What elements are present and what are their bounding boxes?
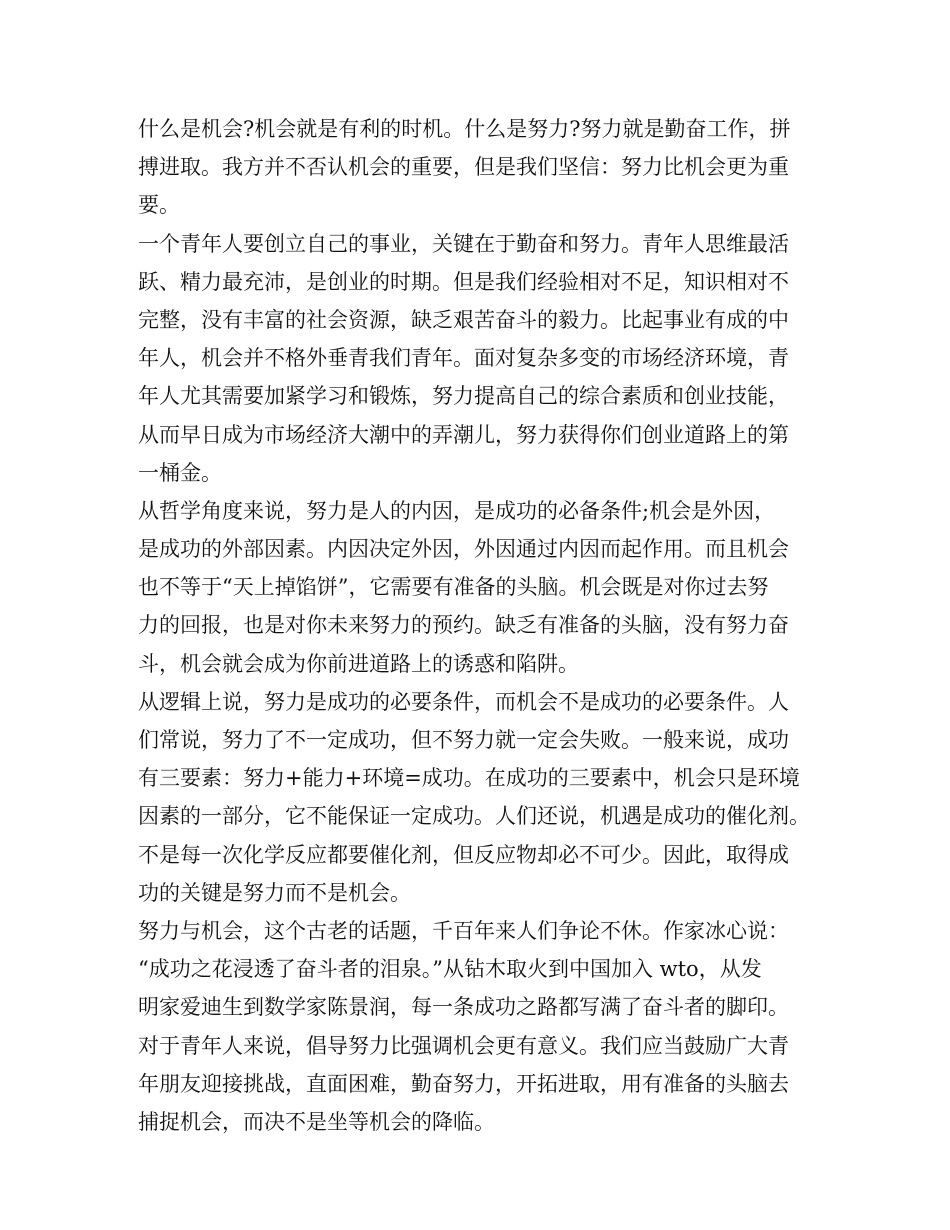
text-line: 力的回报，也是对你未来努力的预约。缺乏有准备的头脑，没有努力奋 [138,613,789,638]
text-line: 跃、精力最充沛，是创业的时期。但是我们经验相对不足，知识相对不 [138,269,789,294]
text-line: 斗，机会就会成为你前进道路上的诱惑和陷阱。 [138,651,579,676]
text-line: 功的关键是努力而不是机会。 [138,880,411,905]
text-line: 从哲学角度来说，努力是人的内因，是成功的必备条件;机会是外因， [138,498,776,523]
text-line: 要。 [138,193,180,218]
text-line: 也不等于“天上掉馅饼”，它需要有准备的头脑。机会既是对你过去努 [138,575,769,600]
text-line: 不是每一次化学反应都要催化剂，但反应物却必不可少。因此，取得成 [138,842,789,867]
text-line: 有三要素：努力+能力+环境=成功。在成功的三要素中，机会只是环境 [138,766,800,791]
text-line: 从逻辑上说，努力是成功的必要条件，而机会不是成功的必要条件。人 [138,689,789,714]
text-line: 什么是机会?机会就是有利的时机。什么是努力?努力就是勤奋工作，拼 [138,117,791,141]
text-line: 一桶金。 [138,460,222,485]
body-text [138,110,818,1141]
text-line: 因素的一部分，它不能保证一定成功。人们还说，机遇是成功的催化剂。 [138,804,810,829]
text-line: 年人尤其需要加紧学习和锻炼，努力提高自己的综合素质和创业技能， [138,384,789,409]
text-line: 明家爱迪生到数学家陈景润，每一条成功之路都写满了奋斗者的脚印。 [138,995,789,1020]
text-line: 是成功的外部因素。内因决定外因，外因通过内因而起作用。而且机会 [138,537,789,562]
text-line: 完整，没有丰富的社会资源，缺乏艰苦奋斗的毅力。比起事业有成的中 [138,307,789,332]
text-line: 搏进取。我方并不否认机会的重要，但是我们坚信：努力比机会更为重 [138,155,789,180]
text-line: 一个青年人要创立自己的事业，关键在于勤奋和努力。青年人思维最活 [138,231,789,256]
text-line: “成功之花浸透了奋斗者的泪泉。”从钻木取火到中国加入 wto，从发 [138,957,762,982]
text-line: 年人，机会并不格外垂青我们青年。面对复杂多变的市场经济环境，青 [138,346,789,371]
text-line: 年朋友迎接挑战，直面困难，勤奋努力，开拓进取，用有准备的头脑去 [138,1071,789,1096]
text-line: 们常说，努力了不一定成功，但不努力就一定会失败。一般来说，成功 [138,728,789,752]
text-line: 从而早日成为市场经济大潮中的弄潮儿，努力获得你们创业道路上的第 [138,422,789,447]
text-line: 努力与机会，这个古老的话题，千百年来人们争论不休。作家冰心说： [138,918,789,943]
text-line: 对于青年人来说，倡导努力比强调机会更有意义。我们应当鼓励广大青 [138,1033,789,1058]
text-line: 捕捉机会，而决不是坐等机会的降临。 [138,1109,495,1134]
